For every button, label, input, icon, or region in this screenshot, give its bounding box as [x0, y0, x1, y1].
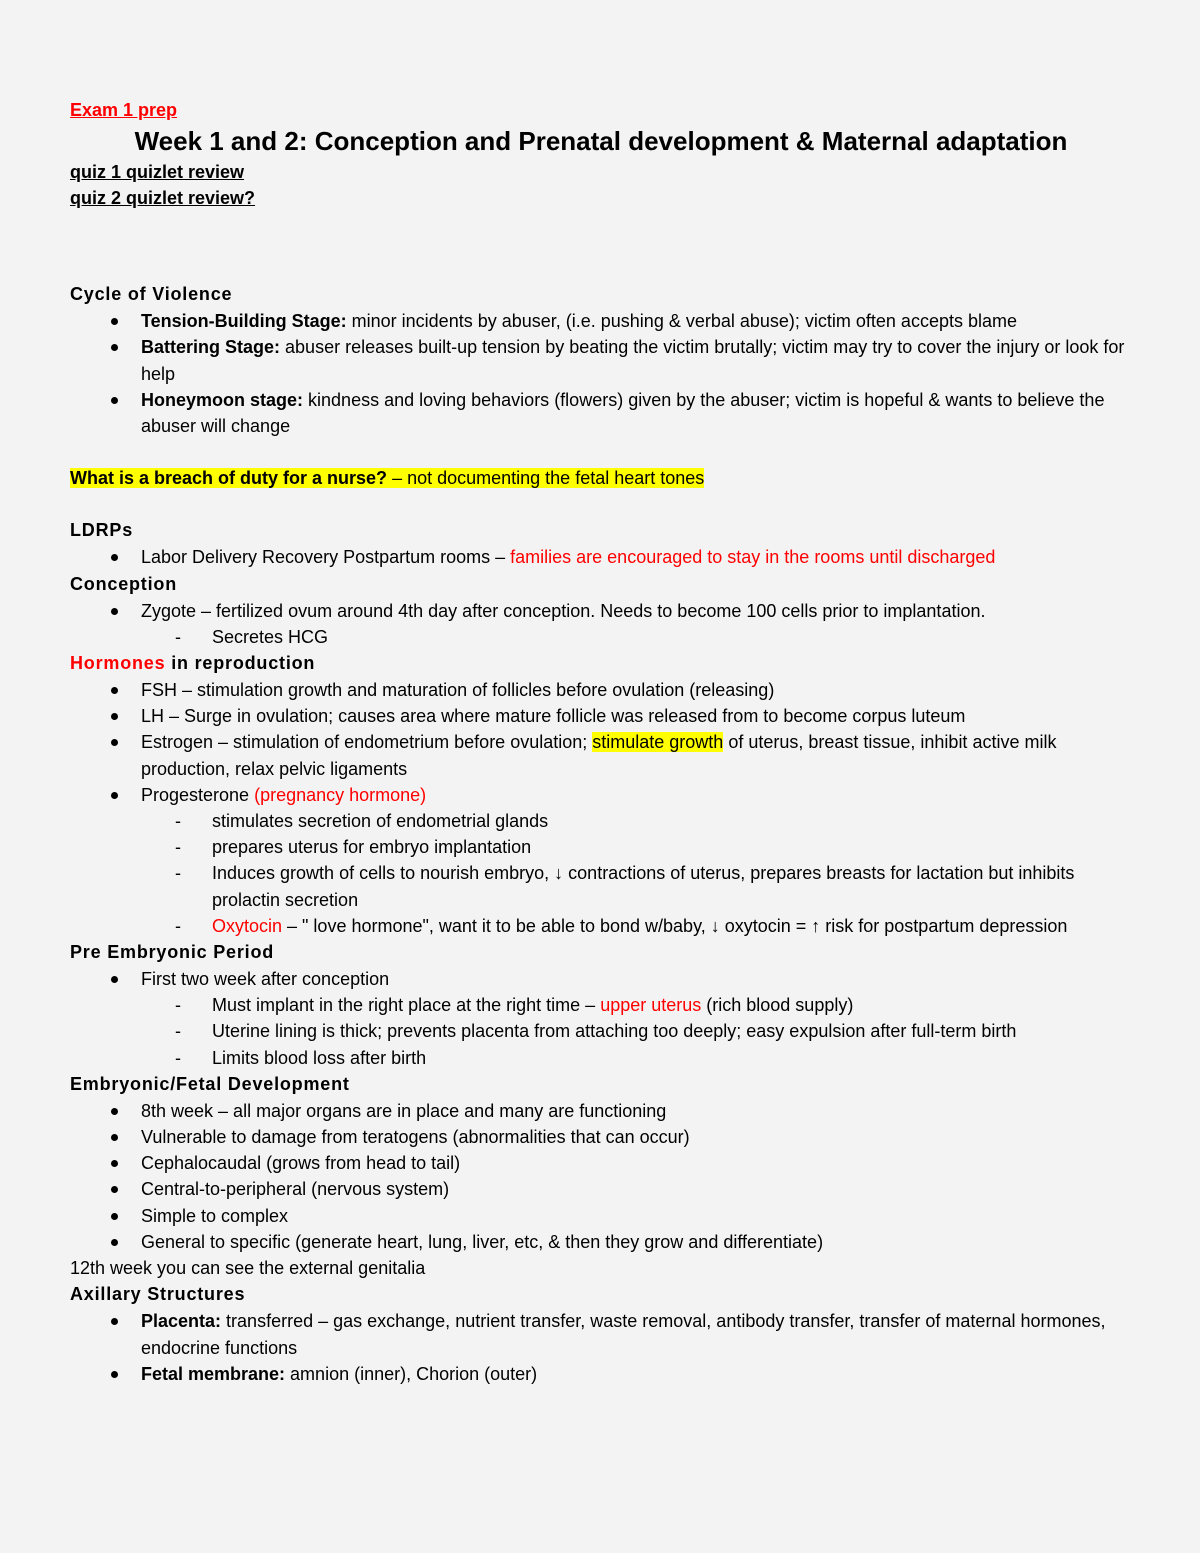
list-item: Cephalocaudal (grows from head to tail)	[70, 1150, 1132, 1176]
cycle-list	[70, 308, 1132, 439]
cycle-heading: Cycle of Violence	[70, 284, 233, 305]
implant-text: Must implant in the right place at the right time –	[212, 995, 601, 1016]
definition: kindness and loving behaviors (flowers) given by the abuser; victim is hopeful & wants to believe the abuser will change	[141, 389, 1105, 437]
axillary-list	[70, 1308, 1132, 1387]
list-item: First two week after conception	[70, 966, 1132, 992]
breach-question: What is a breach of duty for a nurse?	[70, 468, 388, 489]
estrogen-text: Estrogen – stimulation of endometrium before ovulation;	[141, 732, 593, 753]
pre-embryonic-list	[70, 966, 1132, 1071]
term: Fetal membrane:	[141, 1363, 286, 1384]
axillary-heading: Axillary Structures	[70, 1284, 246, 1305]
list-item	[70, 1361, 1132, 1387]
hormones-list	[70, 677, 1132, 939]
estrogen-text-end: of uterus, breast tissue, inhibit active milk production, relax pelvic ligaments	[141, 732, 1057, 779]
definition: transferred – gas exchange, nutrient transfer, waste removal, antibody transfer, transfer of maternal hormones, endocrine functions	[141, 1311, 1106, 1358]
term: Honeymoon stage:	[141, 389, 304, 410]
exam-label: Exam 1 prep	[70, 100, 178, 120]
pre-embryonic-heading: Pre Embryonic Period	[70, 942, 275, 963]
embryonic-list	[70, 1098, 1132, 1255]
hormones-heading-rest: in reproduction	[165, 653, 316, 674]
hormones-heading	[70, 650, 1132, 677]
oxytocin-red: Oxytocin	[212, 915, 283, 936]
progesterone-text: Progesterone	[141, 784, 255, 805]
conception-list	[70, 598, 1132, 650]
list-item	[70, 387, 1132, 439]
oxytocin-text: – " love hormone", want it to be able to bond w/baby, ↓ oxytocin = ↑ risk for postpartum depression	[282, 915, 1068, 936]
ldrps-list	[70, 544, 1132, 570]
list-item: FSH – stimulation growth and maturation of follicles before ovulation (releasing)	[70, 677, 1132, 703]
quiz1-link[interactable]: quiz 1 quizlet review	[70, 162, 245, 183]
list-item: Central-to-peripheral (nervous system)	[70, 1176, 1132, 1202]
sub-list-item: - stimulates secretion of endometrial glands	[70, 808, 1132, 834]
list-item: 8th week – all major organs are in place and many are functioning	[70, 1098, 1132, 1124]
sub-list-item: - prepares uterus for embryo implantation	[70, 834, 1132, 860]
progesterone-red: (pregnancy hormone)	[254, 784, 427, 805]
list-item: LH – Surge in ovulation; causes area where mature follicle was released from to become corpus luteum	[70, 703, 1132, 729]
implant-text-end: (rich blood supply)	[701, 995, 854, 1016]
page-title: Week 1 and 2: Conception and Prenatal development & Maternal adaptation	[134, 126, 1068, 157]
genitalia-note: 12th week you can see the external genitalia	[70, 1258, 426, 1279]
sub-list-item: - Uterine lining is thick; prevents placenta from attaching too deeply; easy expulsion after full-term birth	[70, 1018, 1132, 1044]
definition: minor incidents by abuser, (i.e. pushing & verbal abuse); victim often accepts blame	[346, 311, 1017, 332]
sub-list-item: - Induces growth of cells to nourish embryo, ↓ contractions of uterus, prepares breasts for lactation but inhibits prolactin secretion	[70, 860, 1132, 912]
document-content	[70, 97, 1132, 1387]
ldrps-heading: LDRPs	[70, 520, 134, 541]
breach-answer: – not documenting the fetal heart tones	[387, 468, 705, 489]
list-item: Simple to complex	[70, 1203, 1132, 1229]
quiz2-link[interactable]: quiz 2 quizlet review?	[70, 188, 256, 209]
ldrps-red-text: families are encouraged to stay in the rooms until discharged	[510, 547, 996, 568]
embryonic-heading: Embryonic/Fetal Development	[70, 1073, 350, 1094]
sub-list-item	[70, 992, 1132, 1018]
term: Placenta:	[141, 1311, 222, 1332]
list-item	[70, 308, 1132, 334]
implant-red: upper uterus	[600, 995, 702, 1016]
hormones-heading-red: Hormones	[70, 653, 166, 674]
conception-heading: Conception	[70, 573, 177, 594]
breach-line	[70, 465, 1132, 491]
list-item	[70, 1308, 1132, 1360]
list-item	[70, 782, 1132, 808]
list-item	[70, 334, 1132, 386]
definition: amnion (inner), Chorion (outer)	[285, 1363, 538, 1384]
sub-list-item	[70, 913, 1132, 939]
ldrps-text: Labor Delivery Recovery Postpartum rooms –	[141, 547, 511, 568]
estrogen-highlight: stimulate growth	[592, 732, 724, 753]
definition: abuser releases built-up tension by beating the victim brutally; victim may try to cover the injury or look for help	[141, 337, 1125, 384]
list-item: Zygote – fertilized ovum around 4th day after conception. Needs to become 100 cells prior to implantation.	[70, 598, 1132, 624]
sub-list-item: - Secretes HCG	[70, 624, 1132, 650]
list-item: General to specific (generate heart, lung, liver, etc, & then they grow and differentiate)	[70, 1229, 1132, 1255]
term: Battering Stage:	[141, 337, 281, 358]
list-item: Vulnerable to damage from teratogens (abnormalities that can occur)	[70, 1124, 1132, 1150]
list-item	[70, 544, 1132, 570]
term: Tension-Building Stage:	[141, 311, 347, 332]
sub-list-item: - Limits blood loss after birth	[70, 1045, 1132, 1071]
list-item	[70, 729, 1132, 781]
